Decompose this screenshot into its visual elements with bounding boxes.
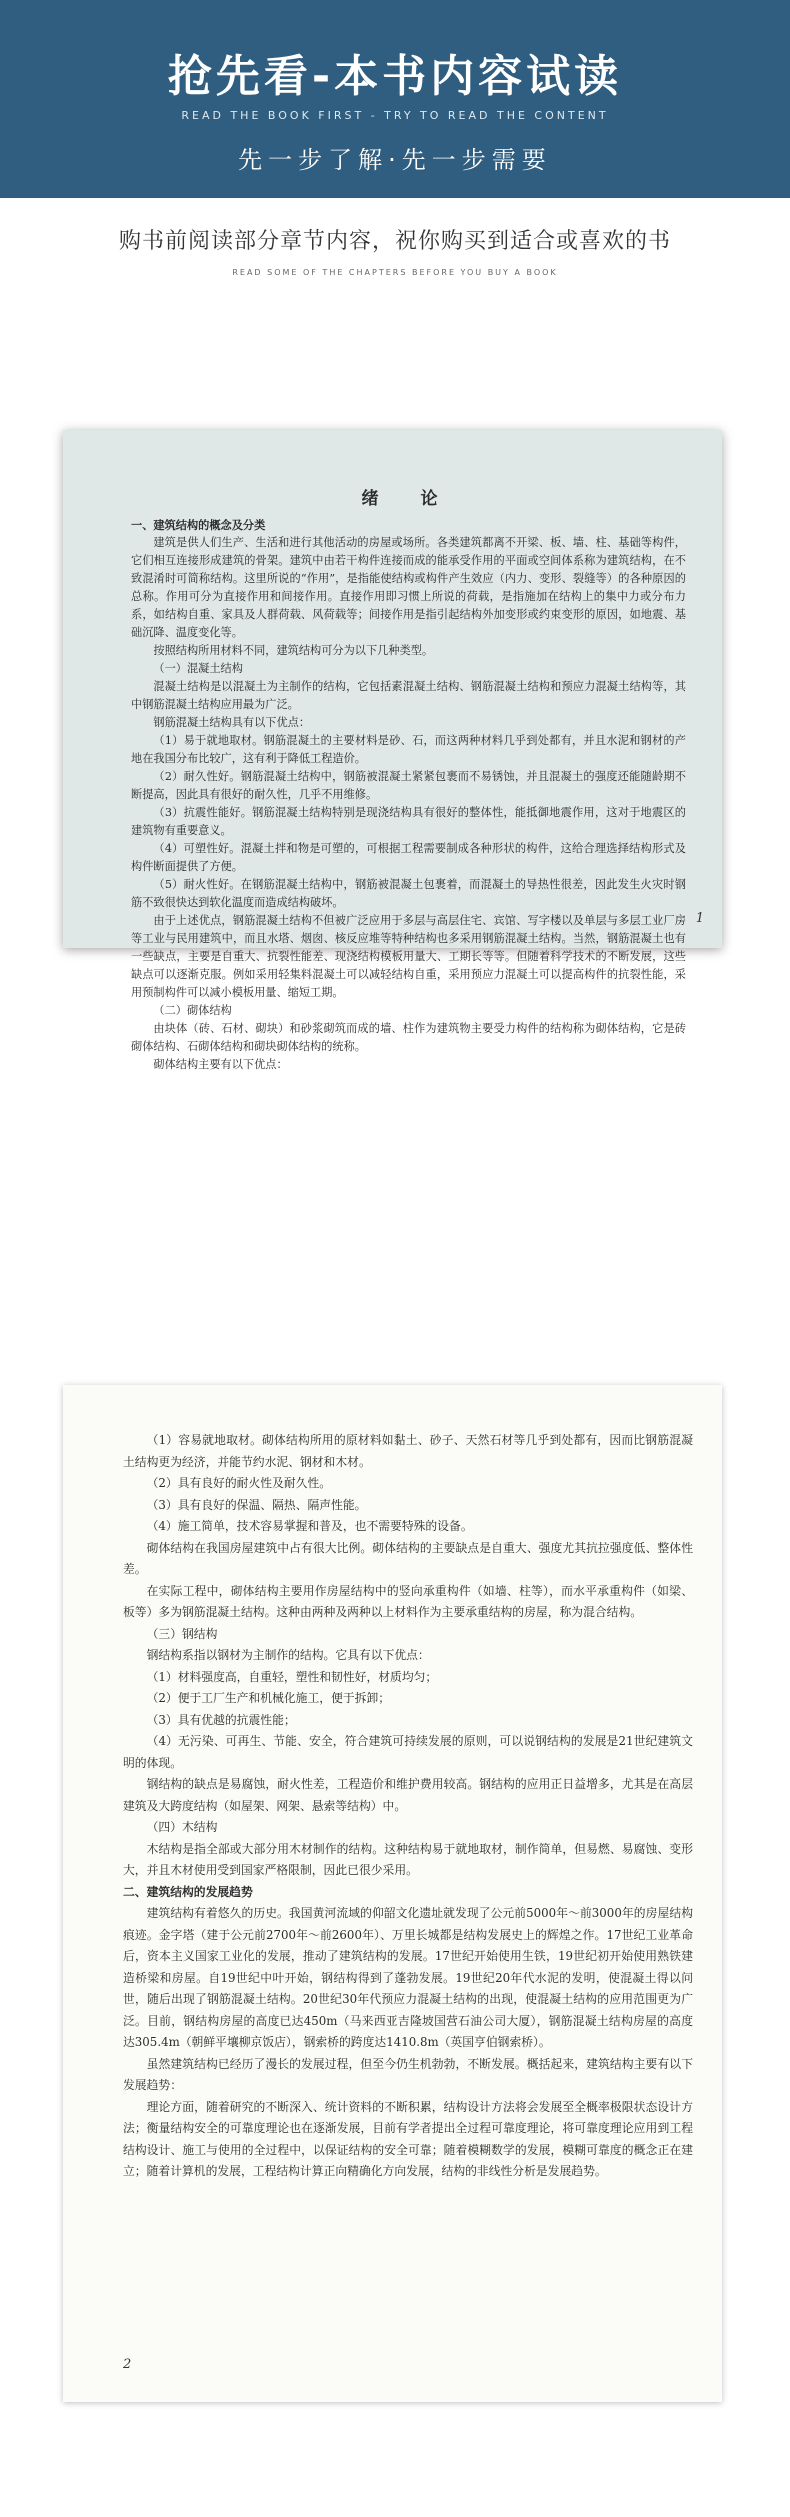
- paragraph: （3）具有优越的抗震性能；: [146, 1712, 296, 1727]
- paragraph: （3）具有良好的保温、隔热、隔声性能。: [146, 1497, 367, 1512]
- page-1-paragraphs: [131, 516, 686, 1074]
- paragraph: 建筑结构有着悠久的历史。我国黄河流域的仰韶文化遗址就发现了公元前5000年～前3000年的房屋结构痕迹。金字塔（建于公元前2700年～前2600年）、万里长城都是结构发展史上的辉煌之作。17世纪工业革命后，资本主义国家工业化的发展，推动了建筑结构的发展。17世纪开始使用生铁，19世纪初开始使用熟铁建造桥梁和房屋。自19世纪中叶开始，钢结构得到了蓬勃发展。19世纪20年代水泥的发明，使混凝土得以问世，随后出现了钢筋混凝土结构。20世纪30年代预应力混凝土结构的出现，使混凝土结构的应用范围更为广泛。目前，钢结构房屋的高度已达450m（马来西亚吉隆坡国营石油公司大厦），钢筋混凝土结构房屋的高度达305.4m（朝鲜平壤柳京饭店），钢索桥的跨度达1410.8m（英国亨伯钢索桥）。: [123, 1906, 693, 2049]
- paragraph: 由于上述优点，钢筋混凝土结构不但被广泛应用于多层与高层住宅、宾馆、写字楼以及单层与多层工业厂房等工业与民用建筑中，而且水塔、烟囱、核反应堆等特种结构也多采用钢筋混凝土结构。当然，钢筋混凝土也有一些缺点，主要是自重大、抗裂性能差、现浇结构模板用量大、工期长等等。但随着科学技术的不断发展，这些缺点可以逐渐克服。例如采用轻集料混凝土可以减轻结构自重，采用预应力混凝土可以提高构件的抗裂性能，采用预制构件可以减小模板用量、缩短工期。: [131, 914, 686, 999]
- paragraph: 钢结构系指以钢材为主制作的结构。它具有以下优点：: [146, 1648, 430, 1662]
- book-page-1: [63, 430, 722, 1071]
- paragraph: （一）混凝土结构: [153, 662, 243, 675]
- paragraph: 按照结构所用材料不同，建筑结构可分为以下几种类型。: [153, 644, 434, 657]
- chapter-title: 绪 论: [361, 489, 456, 509]
- paragraph: 混凝土结构是以混凝土为主制作的结构，它包括素混凝土结构、钢筋混凝土结构和预应力混凝土结构等，其中钢筋混凝土结构应用最为广泛。: [131, 680, 686, 711]
- banner-tagline: 先一步了解·先一步需要: [238, 146, 552, 174]
- paragraph: （3）抗震性能好。钢筋混凝土结构特别是现浇结构具有很好的整体性，能抵御地震作用，这对于地震区的建筑物有重要意义。: [131, 806, 686, 837]
- banner-subtitle-en: READ THE BOOK FIRST - TRY TO READ THE CONTENT: [181, 109, 609, 122]
- paragraph: （5）耐火性好。在钢筋混凝土结构中，钢筋被混凝土包裹着，而混凝土的导热性很差，因此发生火灾时钢筋不致很快达到软化温度而造成结构破坏。: [131, 878, 686, 909]
- paragraph: （4）施工简单，技术容易掌握和普及，也不需要特殊的设备。: [146, 1519, 473, 1533]
- book-page-2: [63, 1385, 722, 2402]
- page-number: 2: [123, 2357, 132, 2372]
- paragraph: （4）可塑性好。混凝土拌和物是可塑的，可根据工程需要制成各种形状的构件，这给合理选择结构形式及构件断面提供了方便。: [131, 842, 686, 873]
- intro-text-en: READ SOME OF THE CHAPTERS BEFORE YOU BUY A BOOK: [232, 268, 558, 277]
- page-1-content: [131, 490, 686, 1074]
- paragraph: 在实际工程中，砌体结构主要用作房屋结构中的竖向承重构件（如墙、柱等），而水平承重构件（如梁、板等）多为钢筋混凝土结构。这种由两种及两种以上材料作为主要承重结构的房屋，称为混合结构。: [123, 1583, 693, 1619]
- paragraph: （二）砌体结构: [153, 1004, 232, 1017]
- header-banner: [0, 0, 790, 198]
- paragraph: （三）钢结构: [146, 1626, 218, 1641]
- paragraph: 建筑是供人们生产、生活和进行其他活动的房屋或场所。各类建筑都离不开梁、板、墙、柱、基础等构件，它们相互连接形成建筑的骨架。建筑中由若干构件连接而成的能承受作用的平面或空间体系称为建筑结构，在不致混淆时可简称结构。这里所说的“作用”，是指能使结构或构件产生效应（内力、变形、裂缝等）的各种原因的总称。作用可分为直接作用和间接作用。直接作用即习惯上所说的荷载，是指施加在结构上的集中力或分布力系，如结构自重、家具及人群荷载、风荷载等；间接作用是指引起结构外加变形或约束变形的原因，如地震、基础沉降、温度变化等。: [131, 536, 686, 639]
- paragraph: （四）木结构: [146, 1820, 218, 1834]
- paragraph: （1）材料强度高，自重轻，塑性和韧性好，材质均匀；: [146, 1669, 438, 1684]
- section-heading: 二、建筑结构的发展趋势: [123, 1884, 253, 1899]
- paragraph: （1）易于就地取材。钢筋混凝土的主要材料是砂、石，而这两种材料几乎到处都有，并且水泥和钢材的产地在我国分布比较广，这有利于降低工程造价。: [131, 734, 686, 765]
- intro-text: 购书前阅读部分章节内容，祝你购买到适合或喜欢的书: [118, 229, 671, 254]
- banner-title: 抢先看-本书内容试读: [167, 51, 623, 102]
- page-number: 1: [695, 911, 704, 926]
- paragraph: （2）耐久性好。钢筋混凝土结构中，钢筋被混凝土紧紧包裹而不易锈蚀，并且混凝土的强度还能随龄期不断提高，因此具有很好的耐久性，几乎不用维修。: [131, 770, 686, 801]
- paragraph: （4）无污染、可再生、节能、安全，符合建筑可持续发展的原则，可以说钢结构的发展是21世纪建筑文明的体现。: [123, 1734, 693, 1770]
- paragraph: （1）容易就地取材。砌体结构所用的原材料如黏土、砂子、天然石材等几乎到处都有，因而比钢筋混凝土结构更为经济，并能节约水泥、钢材和木材。: [123, 1433, 693, 1469]
- paragraph: 钢筋混凝土结构具有以下优点：: [153, 716, 311, 729]
- paragraph: 理论方面，随着研究的不断深入、统计资料的不断积累，结构设计方法将会发展至全概率极限状态设计方法；衡量结构安全的可靠度理论也在逐渐发展，目前有学者提出全过程可靠度理论，将可靠度理论应用到工程结构设计、施工与使用的全过程中，以保证结构的安全可靠；随着模糊数学的发展，模糊可靠度的概念正在建立；随着计算机的发展，工程结构计算正向精确化方向发展，结构的非线性分析是发展趋势。: [123, 2099, 693, 2178]
- paragraph: 由块体（砖、石材、砌块）和砂浆砌筑而成的墙、柱作为建筑物主要受力构件的结构称为砌体结构，它是砖砌体结构、石砌体结构和砌块砌体结构的统称。: [131, 1022, 686, 1053]
- paragraph: （2）便于工厂生产和机械化施工，便于拆卸；: [146, 1691, 391, 1705]
- paragraph: 砌体结构主要有以下优点：: [153, 1058, 288, 1071]
- paragraph: 虽然建筑结构已经历了漫长的发展过程，但至今仍生机勃勃，不断发展。概括起来，建筑结构主要有以下发展趋势：: [123, 2056, 693, 2092]
- paragraph: （2）具有良好的耐火性及耐久性。: [146, 1476, 332, 1490]
- paragraph: 木结构是指全部或大部分用木材制作的结构。这种结构易于就地取材，制作简单，但易燃、易腐蚀、变形大，并且木材使用受到国家严格限制，因此已很少采用。: [123, 1841, 693, 1877]
- paragraph: 钢结构的缺点是易腐蚀，耐火性差，工程造价和维护费用较高。钢结构的应用正日益增多，尤其是在高层建筑及大跨度结构（如屋架、网架、悬索等结构）中。: [123, 1777, 693, 1813]
- section-heading: 一、建筑结构的概念及分类: [131, 518, 266, 532]
- page-2-content: [123, 1430, 693, 2183]
- page-2-paragraphs: [123, 1430, 693, 2183]
- paragraph: 砌体结构在我国房屋建筑中占有很大比例。砌体结构的主要缺点是自重大、强度尤其抗拉强度低、整体性差。: [123, 1540, 693, 1576]
